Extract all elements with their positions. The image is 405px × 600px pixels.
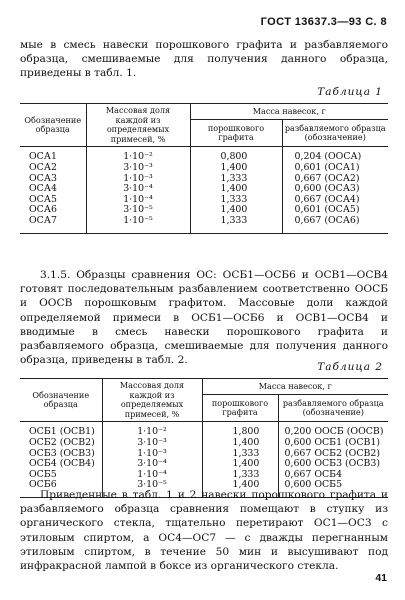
cell-mass-fraction-text: 3·10⁻⁵ xyxy=(137,479,167,491)
cell-mass-fraction xyxy=(102,438,202,449)
cell-graphite-mass-text: 1,333 xyxy=(220,193,248,205)
table1-body xyxy=(20,147,388,233)
cell-diluted-sample-text: 0,667 (ОСА6) xyxy=(294,214,360,226)
cell-designation xyxy=(20,163,86,174)
cell-diluted-sample xyxy=(278,438,388,449)
table1-header-diluted: разбавляемого образца (обозначение) xyxy=(282,120,388,147)
table1-header-graphite: порошкового графита xyxy=(190,120,282,147)
cell-designation-text: ОСБ3 (ОСВ3) xyxy=(29,447,95,459)
cell-mass-fraction xyxy=(102,422,202,438)
cell-mass-fraction xyxy=(86,163,190,174)
cell-designation-text: ОСА5 xyxy=(29,193,57,205)
cell-designation-text: ОСБ4 (ОСВ4) xyxy=(29,458,95,470)
cell-diluted-sample-text: 0,204 (ООСА) xyxy=(294,151,362,163)
cell-diluted-sample-text: 0,600 ОСБ5 xyxy=(284,479,343,491)
cell-mass-fraction-text: 1·10⁻³ xyxy=(137,447,167,459)
cell-graphite-mass-text: 1,400 xyxy=(220,183,248,195)
cell-graphite-mass-text: 1,800 xyxy=(232,426,260,438)
cell-designation-text: ОСБ5 xyxy=(29,468,57,480)
page-header: ГОСТ 13637.3—93 С. 8 xyxy=(260,16,387,28)
cell-graphite-mass-text: 1,333 xyxy=(232,447,260,459)
cell-mass-fraction-text: 3·10⁻³ xyxy=(123,161,153,173)
table-row xyxy=(20,216,388,233)
cell-designation-text: ОСА6 xyxy=(29,204,57,216)
cell-diluted-sample-text: 0,601 (ОСА1) xyxy=(294,161,360,173)
cell-designation-text: ОСБ1 (ОСВ1) xyxy=(29,426,95,438)
intro-paragraph: мые в смесь навески порошкового графита и разбавляемого образца, смешиваемые для получения данного образца, приведены в табл. 1. xyxy=(20,39,388,80)
cell-mass-fraction xyxy=(86,216,190,233)
table2-header-mass-fraction: Массовая доля каждой из определяемых примесей, % xyxy=(102,379,202,422)
cell-graphite-mass xyxy=(202,422,278,438)
cell-graphite-mass xyxy=(190,147,282,163)
table2-header-mass-group: Масса навесок, г xyxy=(202,379,388,395)
table1-header-mass-group: Масса навесок, г xyxy=(190,104,388,120)
cell-mass-fraction-text: 1·10⁻⁴ xyxy=(137,468,167,480)
table2-header-graphite: порошкового графита xyxy=(202,395,278,422)
cell-designation-text: ОСБ6 xyxy=(29,479,57,491)
cell-diluted-sample-text: 0,667 ОСБ2 (ОСВ2) xyxy=(284,447,381,459)
table1-caption: Таблица 1 xyxy=(317,86,383,98)
cell-diluted-sample-text: 0,600 ОСБ1 (ОСВ1) xyxy=(284,436,381,448)
cell-diluted-sample xyxy=(282,216,388,233)
table1-header-mass-fraction: Массовая доля каждой из определяемых примесей, % xyxy=(86,104,190,147)
cell-diluted-sample-text: 0,600 ОСБ3 (ОСВ3) xyxy=(284,458,381,470)
table2-body xyxy=(20,422,388,498)
cell-graphite-mass xyxy=(190,216,282,233)
cell-graphite-mass-text: 1,400 xyxy=(220,161,248,173)
table-row xyxy=(20,422,388,438)
cell-graphite-mass-text: 1,400 xyxy=(232,436,260,448)
cell-graphite-mass xyxy=(202,438,278,449)
cell-designation xyxy=(20,216,86,233)
cell-graphite-mass-text: 0,800 xyxy=(220,151,248,163)
cell-designation-text: ОСА1 xyxy=(29,151,57,163)
table2 xyxy=(20,378,388,498)
cell-mass-fraction-text: 3·10⁻⁴ xyxy=(137,458,167,470)
table2-header-diluted: разбавляемого образца (обозначение) xyxy=(278,395,388,422)
cell-diluted-sample-text: 0,667 (ОСА4) xyxy=(294,193,360,205)
cell-designation-text: ОСА7 xyxy=(29,214,57,226)
cell-mass-fraction-text: 1·10⁻² xyxy=(137,426,167,438)
cell-graphite-mass-text: 1,333 xyxy=(220,214,248,226)
table2-caption: Таблица 2 xyxy=(317,361,383,373)
cell-diluted-sample xyxy=(278,422,388,438)
table1-header-designation: Обозначение образца xyxy=(20,104,86,147)
cell-graphite-mass-text: 1,333 xyxy=(220,172,248,184)
cell-mass-fraction-text: 3·10⁻³ xyxy=(137,436,167,448)
cell-designation xyxy=(20,147,86,163)
cell-graphite-mass-text: 1,400 xyxy=(232,479,260,491)
cell-diluted-sample-text: 0,667 ОСБ4 xyxy=(284,468,343,480)
table-row xyxy=(20,438,388,449)
cell-designation xyxy=(20,438,102,449)
cell-diluted-sample xyxy=(282,147,388,163)
cell-mass-fraction-text: 1·10⁻³ xyxy=(123,172,153,184)
table-row xyxy=(20,163,388,174)
cell-diluted-sample xyxy=(282,163,388,174)
cell-graphite-mass-text: 1,400 xyxy=(220,204,248,216)
cell-diluted-sample-text: 0,667 (ОСА2) xyxy=(294,172,360,184)
cell-designation xyxy=(20,422,102,438)
closing-paragraph: Приведенные в табл. 1 и 2 навески порошкового графита и разбавляемого образца сравнения помещают в ступку из органического стекла, тщательно перетирают ОС1—ОС3 с этиловым спиртом, а ОС4—ОС7 — с дважды перегнанным этиловым спиртом, в течение 50 мин и высушивают под инфракрасной лампой в боксе из органического стекла. xyxy=(20,489,388,573)
cell-diluted-sample-text: 0,601 (ОСА5) xyxy=(294,204,360,216)
cell-mass-fraction-text: 3·10⁻⁴ xyxy=(123,183,153,195)
table-row xyxy=(20,147,388,163)
table1 xyxy=(20,103,388,234)
cell-graphite-mass xyxy=(190,163,282,174)
section-paragraph: 3.1.5. Образцы сравнения ОС: ОСБ1—ОСБ6 и ОСВ1—ОСВ4 готовят последовательным разбавлением соответственно ООСБ и ООСВ порошковым графитом. Массовые доли каждой определяемой примеси в ОСБ1—ОСБ6 и ОСВ1—ОСВ4 и вводимые в смесь навески порошкового графита и разбавляемого образца, смешиваемые для получения данного образца, приведены в табл. 2. xyxy=(20,269,388,367)
cell-diluted-sample-text: 0,200 ООСБ (ООСВ) xyxy=(284,426,384,438)
cell-mass-fraction-text: 1·10⁻² xyxy=(123,151,153,163)
cell-mass-fraction-text: 3·10⁻⁵ xyxy=(123,204,153,216)
cell-designation-text: ОСА2 xyxy=(29,161,57,173)
cell-mass-fraction-text: 1·10⁻⁵ xyxy=(123,214,153,226)
cell-designation-text: ОСБ2 (ОСВ2) xyxy=(29,436,95,448)
cell-graphite-mass-text: 1,400 xyxy=(232,458,260,470)
table2-header-designation: Обозначение образца xyxy=(20,379,102,422)
cell-mass-fraction xyxy=(86,147,190,163)
cell-designation-text: ОСА3 xyxy=(29,172,57,184)
cell-designation-text: ОСА4 xyxy=(29,183,57,195)
cell-graphite-mass-text: 1,333 xyxy=(232,468,260,480)
page-number: 41 xyxy=(375,572,387,584)
cell-mass-fraction-text: 1·10⁻⁴ xyxy=(123,193,153,205)
cell-diluted-sample-text: 0,600 (ОСА3) xyxy=(294,183,360,195)
